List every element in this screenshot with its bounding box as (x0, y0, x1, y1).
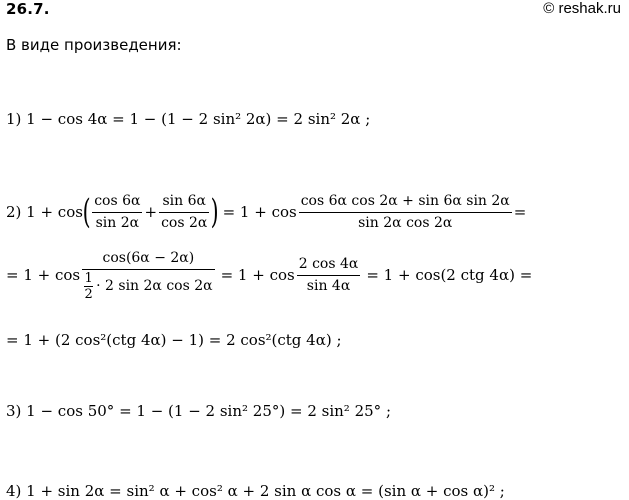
fraction-bar (92, 212, 142, 213)
line3-mid: = 1 + cos (220, 266, 295, 284)
fraction-denominator: sin 4α (306, 277, 351, 294)
line3-end: = 1 + cos(2 ctg 4α) = (366, 266, 533, 284)
fraction-2cos4a-sin4a (297, 256, 361, 295)
fraction-bar (159, 212, 209, 213)
fraction-cos6a-sin2a (92, 193, 142, 232)
problem-number: 26.7. (6, 0, 50, 18)
solution-line-6: 4) 1 + sin 2α = sin² α + cos² α + 2 sin α cos α = (sin α + cos α)² ; (6, 482, 505, 500)
line2-mid: = 1 + cos (222, 203, 297, 221)
one-half-fraction (84, 272, 93, 301)
fraction-denominator: sin 2α (95, 214, 140, 231)
left-paren: ( (82, 192, 91, 232)
fraction-numerator: cos 6α (94, 192, 141, 209)
solution-line-5: 3) 1 − cos 50° = 1 − (1 − 2 sin² 25°) = 2 sin² 25° ; (6, 402, 391, 420)
fraction-bar (82, 269, 214, 270)
fraction-bar (299, 212, 512, 213)
intro-text: В виде произведения: (6, 36, 182, 54)
solution-line-3 (6, 244, 532, 306)
fraction-numerator: cos(6α − 2α) (102, 249, 195, 266)
solution-line-2 (6, 185, 526, 239)
fraction-numerator: cos 6α cos 2α + sin 6α sin 2α (300, 192, 510, 209)
plus-sign: + (144, 203, 158, 221)
line4-text: = 1 + (2 cos²(ctg 4α) − 1) = 2 cos²(ctg 4α) ; (6, 331, 342, 349)
solution-line-1: 1) 1 − cos 4α = 1 − (1 − 2 sin² 2α) = 2 sin² 2α ; (6, 110, 371, 128)
line3-prefix: = 1 + cos (6, 266, 81, 284)
denominator-rest: · 2 sin 2α cos 2α (96, 277, 213, 294)
fraction-bar (297, 275, 361, 276)
fraction-numerator: sin 6α (162, 192, 206, 209)
line2-end: = (513, 203, 527, 221)
fraction-combined (299, 193, 512, 232)
fraction-denominator: cos 2α (161, 214, 208, 231)
half-numerator: 1 (84, 270, 93, 286)
solution-line-4 (6, 329, 342, 351)
half-denominator: 2 (84, 286, 93, 302)
fraction-sin6a-cos2a (159, 193, 209, 232)
right-paren: ) (210, 192, 219, 232)
fraction-cos-difference (82, 250, 214, 301)
fraction-denominator (82, 272, 214, 301)
fraction-numerator: 2 cos 4α (298, 255, 359, 272)
watermark: © reshak.ru (543, 0, 621, 17)
fraction-denominator: sin 2α cos 2α (358, 214, 453, 231)
line2-prefix: 2) 1 + cos (6, 203, 83, 221)
